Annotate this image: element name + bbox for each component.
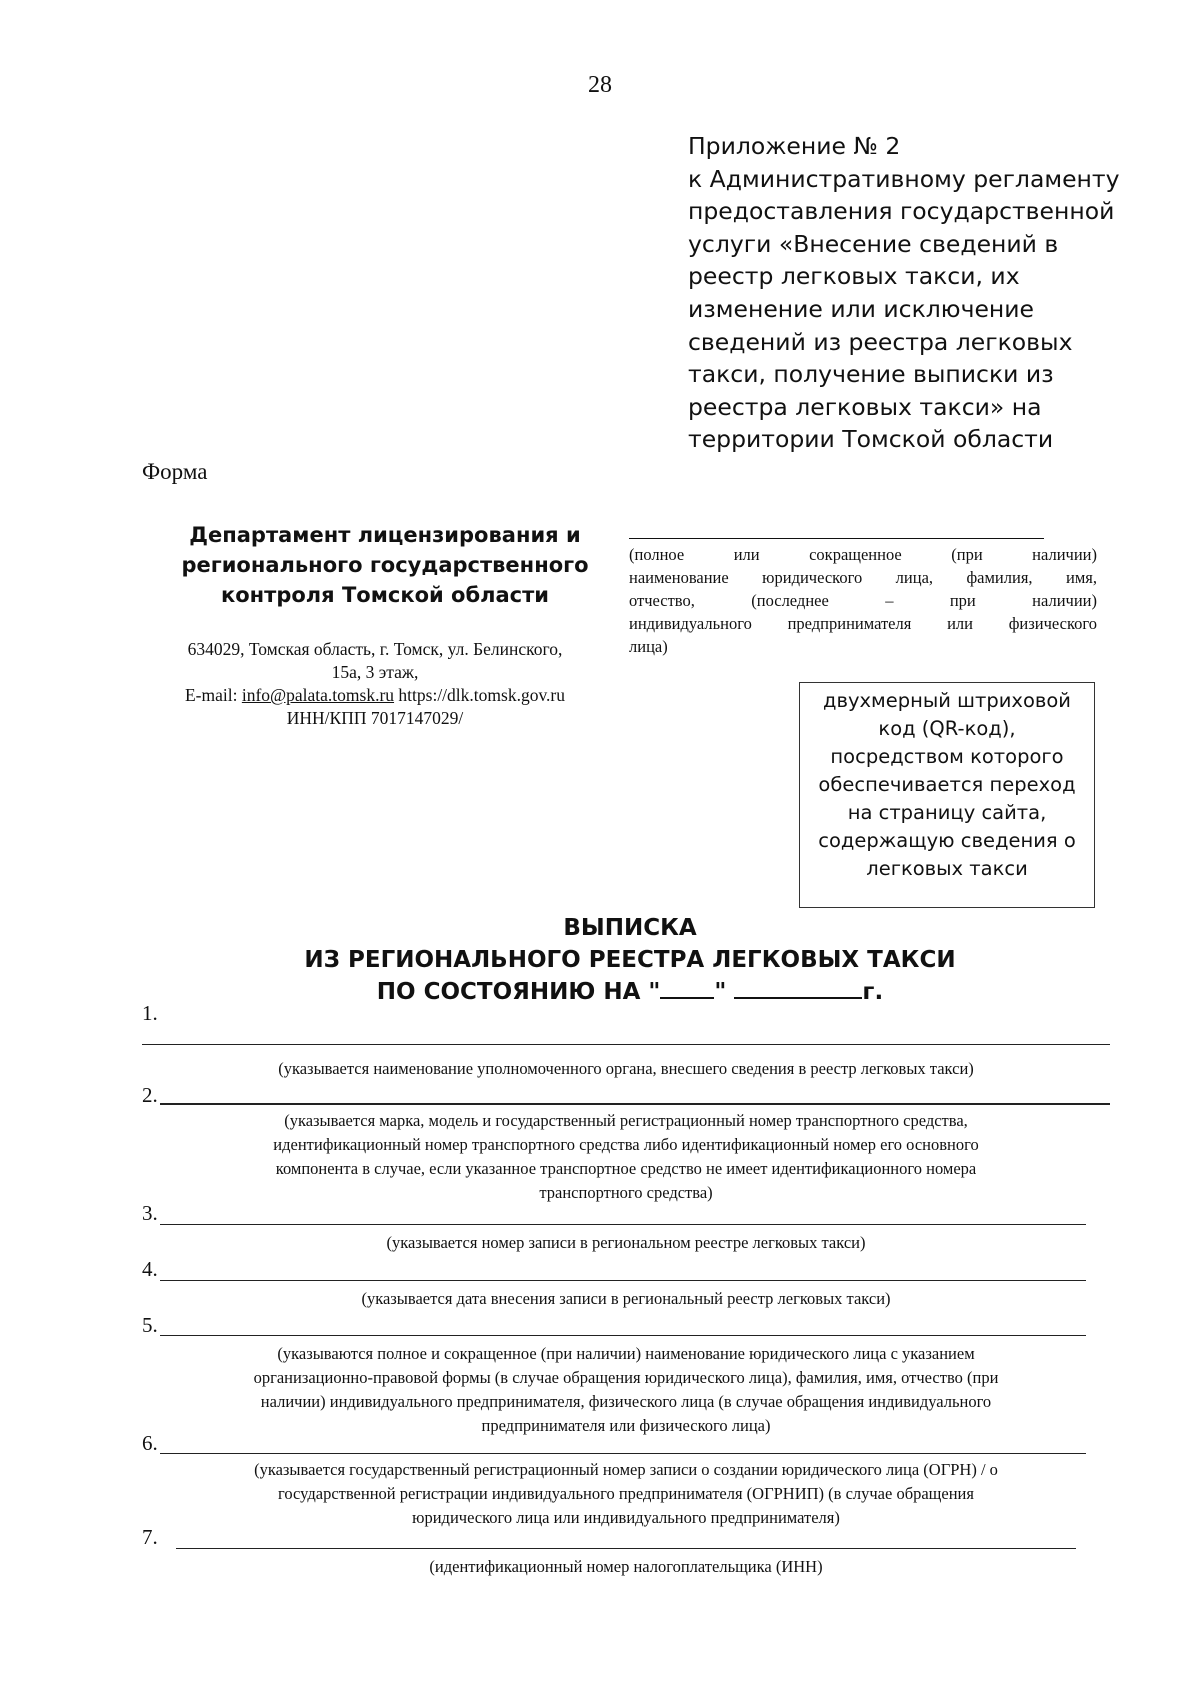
- item-caption: [142, 1057, 1110, 1081]
- appendix-line: сведений из реестра легковых: [688, 327, 1073, 356]
- appendix-line: услуги «Внесение сведений в: [688, 229, 1059, 258]
- caption-line: (указывается наименование уполномоченного органа, внесшего сведения в реестр легковых такси): [278, 1059, 974, 1078]
- recipient-blank-line: [629, 538, 1044, 539]
- appendix-line: такси, получение выписки из: [688, 360, 1054, 389]
- appendix-line: к Административному регламенту: [688, 164, 1120, 193]
- date-prefix: ПО СОСТОЯНИЮ НА ": [376, 979, 661, 1005]
- caption-line: наличии) индивидуального предпринимателя, физического лица (в случае обращения индивидуального: [260, 1392, 992, 1411]
- appendix-line: предоставления государственной: [688, 197, 1115, 226]
- caption-line: (указывается номер записи в региональном реестре легковых такси): [386, 1233, 866, 1252]
- qr-box-line: легковых такси: [866, 857, 1028, 880]
- appendix-line: реестр легковых такси, их: [688, 262, 1020, 291]
- item-blank-line: [160, 1335, 1086, 1336]
- item-number: 2.: [142, 1083, 158, 1107]
- department-title: [160, 520, 610, 610]
- item-caption: [142, 1555, 1110, 1579]
- form-label: Форма: [142, 459, 208, 484]
- qr-box-line: содержащую сведения о: [818, 829, 1076, 852]
- department-title-line: Департамент лицензирования и: [189, 523, 581, 547]
- page-number: 28: [588, 72, 612, 98]
- item-number: 3.: [142, 1201, 158, 1225]
- contact-line: [145, 684, 605, 707]
- item-caption: [142, 1287, 1110, 1311]
- date-suffix: г.: [862, 979, 884, 1005]
- caption-line: (указывается дата внесения записи в региональный реестр легковых такси): [361, 1289, 891, 1308]
- caption-line: идентификационный номер транспортного средства либо идентификационный номер его основного: [273, 1135, 979, 1154]
- qr-box-line: код (QR-код),: [878, 717, 1016, 740]
- caption-line: (указывается государственный регистрационный номер записи о создании юридического лица (ОГРН) / о: [254, 1460, 998, 1479]
- item-caption: [142, 1342, 1110, 1438]
- email-link[interactable]: info@palata.tomsk.ru: [241, 685, 395, 705]
- item-number: 5.: [142, 1313, 158, 1337]
- appendix-line: Приложение № 2: [688, 132, 901, 160]
- item-number: 6.: [142, 1431, 158, 1455]
- caption-line: транспортного средства): [539, 1183, 713, 1202]
- recipient-note-line: наименование юридического лица, фамилия, имя,: [629, 568, 1097, 587]
- inn-kpp: ИНН/КПП 7017147029/: [286, 708, 464, 728]
- caption-line: юридического лица или индивидуального предпринимателя): [412, 1508, 840, 1527]
- item-blank-line: [160, 1224, 1086, 1225]
- appendix-line: изменение или исключение: [688, 294, 1035, 323]
- item-number: 1.: [142, 1001, 158, 1025]
- item-caption: [142, 1458, 1110, 1530]
- caption-line: организационно-правовой формы (в случае обращения юридического лица), фамилия, имя, отчество (при: [253, 1368, 999, 1387]
- caption-line: предпринимателя или физического лица): [481, 1416, 771, 1435]
- recipient-note-line: отчество, (последнее – при наличии): [629, 591, 1097, 610]
- recipient-note-line: лица): [629, 637, 668, 656]
- extract-date-line: [0, 976, 1200, 1008]
- date-mid: ": [714, 979, 735, 1005]
- day-blank: [660, 977, 714, 999]
- month-year-blank: [734, 977, 862, 999]
- extract-title-line: ВЫПИСКА: [563, 915, 697, 941]
- address-line: 15а, 3 этаж,: [331, 662, 419, 682]
- item-blank-line: [142, 1044, 1110, 1045]
- caption-line: компонента в случае, если указанное транспортное средство не имеет идентификационного номера: [275, 1159, 977, 1178]
- appendix-heading: [688, 130, 1128, 456]
- qr-box-line: двухмерный штриховой: [823, 689, 1071, 712]
- email-prefix: E-mail:: [184, 685, 242, 705]
- department-title-line: регионального государственного: [181, 553, 589, 577]
- extract-title-line: ИЗ РЕГИОНАЛЬНОГО РЕЕСТРА ЛЕГКОВЫХ ТАКСИ: [304, 947, 956, 973]
- qr-box-line: посредством которого: [830, 745, 1064, 768]
- item-caption: [142, 1109, 1110, 1205]
- department-title-line: контроля Томской области: [220, 583, 550, 607]
- item-caption: [142, 1231, 1110, 1255]
- item-number: 7.: [142, 1525, 158, 1549]
- address-line: 634029, Томская область, г. Томск, ул. Белинского,: [187, 639, 563, 659]
- item-blank-line: [176, 1548, 1076, 1549]
- item-number: 4.: [142, 1257, 158, 1281]
- website-link[interactable]: https://dlk.tomsk.gov.ru: [394, 685, 566, 705]
- appendix-line: территории Томской области: [688, 425, 1054, 454]
- recipient-note-line: (полное или сокращенное (при наличии): [629, 545, 1097, 564]
- qr-code-placeholder: [799, 682, 1095, 908]
- item-blank-line: [160, 1280, 1086, 1281]
- item-blank-line: [160, 1453, 1086, 1454]
- caption-line: (указываются полное и сокращенное (при наличии) наименование юридического лица с указанием: [277, 1344, 975, 1363]
- extract-title: [0, 912, 1200, 1008]
- recipient-note-line: индивидуального предпринимателя или физического: [629, 614, 1097, 633]
- item-blank-line: [160, 1103, 1110, 1105]
- caption-line: (идентификационный номер налогоплательщика (ИНН): [429, 1557, 823, 1576]
- appendix-line: реестра легковых такси» на: [688, 392, 1042, 421]
- qr-box-line: на страницу сайта,: [847, 801, 1047, 824]
- caption-line: (указывается марка, модель и государственный регистрационный номер транспортного средства,: [284, 1111, 968, 1130]
- department-address: [145, 638, 605, 730]
- qr-box-line: обеспечивается переход: [818, 773, 1076, 796]
- caption-line: государственной регистрации индивидуального предпринимателя (ОГРНИП) (в случае обращения: [278, 1484, 974, 1503]
- recipient-note: [629, 543, 1097, 658]
